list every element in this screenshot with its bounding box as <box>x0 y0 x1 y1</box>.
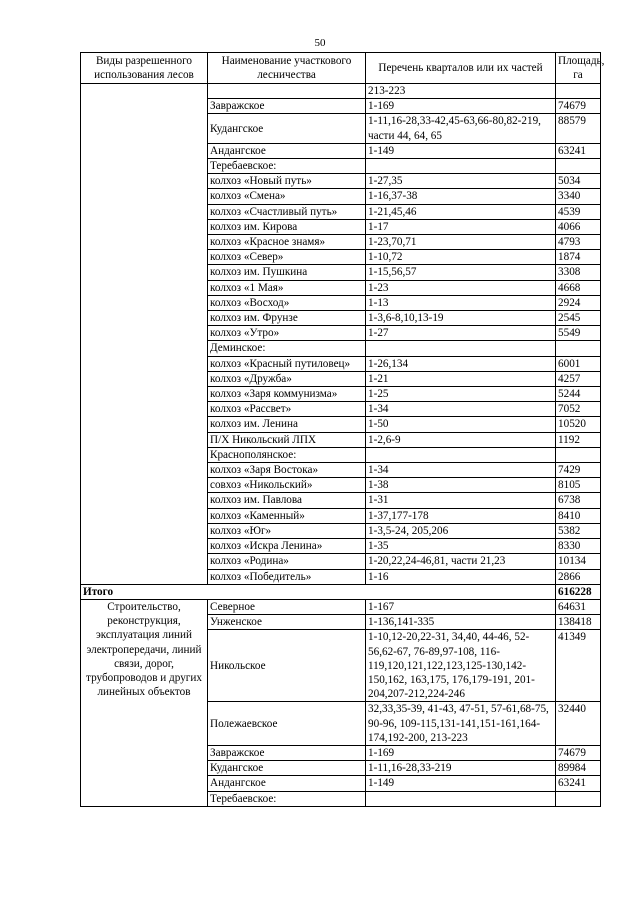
table-header-row <box>81 53 601 84</box>
quarters-cell: 1-37,177-178 <box>366 508 556 523</box>
quarters-cell: 1-23 <box>366 280 556 295</box>
quarters-cell: 1-136,141-335 <box>366 615 556 630</box>
quarters-cell: 1-16,37-38 <box>366 189 556 204</box>
quarters-cell: 1-3,6-8,10,13-19 <box>366 311 556 326</box>
quarters-cell: 32,33,35-39, 41-43, 47-51, 57-61,68-75, 90-96, 109-115,131-141,151-161,164-174,192-200, 213-223 <box>366 702 556 746</box>
quarters-cell: 1-26,134 <box>366 356 556 371</box>
district-cell: Кудангское <box>208 761 366 776</box>
district-cell: колхоз «Счастливый путь» <box>208 204 366 219</box>
district-cell: колхоз «Красный путиловец» <box>208 356 366 371</box>
area-cell: 63241 <box>556 776 601 791</box>
area-cell: 88579 <box>556 114 601 143</box>
quarters-cell: 1-34 <box>366 463 556 478</box>
district-cell: колхоз им. Ленина <box>208 417 366 432</box>
area-cell: 5034 <box>556 174 601 189</box>
quarters-cell <box>366 341 556 356</box>
quarters-cell: 1-11,16-28,33-42,45-63,66-80,82-219, части 44, 64, 65 <box>366 114 556 143</box>
district-cell: колхоз «Дружба» <box>208 371 366 386</box>
area-cell: 4793 <box>556 235 601 250</box>
group1-body <box>81 84 601 585</box>
area-cell: 64631 <box>556 599 601 614</box>
quarters-cell: 1-17 <box>366 219 556 234</box>
district-cell: Андангское <box>208 143 366 158</box>
area-cell: 63241 <box>556 143 601 158</box>
area-cell: 4668 <box>556 280 601 295</box>
quarters-cell: 1-31 <box>366 493 556 508</box>
district-cell: Теребаевское: <box>208 791 366 806</box>
quarters-cell: 1-21 <box>366 371 556 386</box>
district-cell <box>208 84 366 99</box>
district-cell: Северное <box>208 599 366 614</box>
district-cell: колхоз им. Пушкина <box>208 265 366 280</box>
district-cell: Никольское <box>208 630 366 702</box>
quarters-cell: 1-27 <box>366 326 556 341</box>
district-cell: колхоз «Юг» <box>208 523 366 538</box>
area-cell: 89984 <box>556 761 601 776</box>
quarters-cell: 213-223 <box>366 84 556 99</box>
group2-body <box>81 599 601 806</box>
quarters-cell: 1-34 <box>366 402 556 417</box>
district-cell: колхоз «Рассвет» <box>208 402 366 417</box>
quarters-cell: 1-35 <box>366 539 556 554</box>
district-cell: колхоз «Новый путь» <box>208 174 366 189</box>
district-cell: Краснополянское: <box>208 447 366 462</box>
table-row <box>81 84 601 99</box>
area-cell: 2924 <box>556 295 601 310</box>
total-row <box>81 584 601 599</box>
district-cell: Завражское <box>208 99 366 114</box>
forest-use-table <box>80 52 605 807</box>
district-cell: колхоз «Север» <box>208 250 366 265</box>
page-number: 50 <box>314 37 326 49</box>
district-cell: колхоз «Родина» <box>208 554 366 569</box>
district-cell: колхоз «Победитель» <box>208 569 366 584</box>
area-cell: 74679 <box>556 99 601 114</box>
district-cell: совхоз «Никольский» <box>208 478 366 493</box>
area-cell: 8330 <box>556 539 601 554</box>
area-cell: 1874 <box>556 250 601 265</box>
header-district: Наименование участкового лесничества <box>208 53 366 84</box>
area-cell: 74679 <box>556 745 601 760</box>
area-cell: 5549 <box>556 326 601 341</box>
area-cell: 10134 <box>556 554 601 569</box>
district-cell: колхоз «Заря коммунизма» <box>208 387 366 402</box>
area-cell <box>556 447 601 462</box>
area-cell <box>556 84 601 99</box>
quarters-cell: 1-27,35 <box>366 174 556 189</box>
district-cell: колхоз им. Фрунзе <box>208 311 366 326</box>
area-cell: 8105 <box>556 478 601 493</box>
quarters-cell: 1-10,72 <box>366 250 556 265</box>
area-cell: 7429 <box>556 463 601 478</box>
area-cell: 4539 <box>556 204 601 219</box>
quarters-cell: 1-20,22,24-46,81, части 21,23 <box>366 554 556 569</box>
quarters-cell: 1-11,16-28,33-219 <box>366 761 556 776</box>
area-cell: 2545 <box>556 311 601 326</box>
district-cell: колхоз «Восход» <box>208 295 366 310</box>
use-cell: Строительство, реконструкция, эксплуатация линий электропередачи, линий связи, дорог, трубопроводов и других линейных объектов <box>81 599 208 806</box>
quarters-cell: 1-2,6-9 <box>366 432 556 447</box>
header-area: Площадь, га <box>556 53 601 84</box>
quarters-cell: 1-149 <box>366 143 556 158</box>
quarters-cell: 1-10,12-20,22-31, 34,40, 44-46, 52-56,62-67, 76-89,97-108, 116-119,120,121,122,123,125-130,142-150,162, 163,175, 176,179-191, 201-204,207-212,224-246 <box>366 630 556 702</box>
district-cell: Андангское <box>208 776 366 791</box>
area-cell: 138418 <box>556 615 601 630</box>
area-cell: 10520 <box>556 417 601 432</box>
district-cell: Унженское <box>208 615 366 630</box>
quarters-cell: 1-167 <box>366 599 556 614</box>
quarters-cell: 1-169 <box>366 99 556 114</box>
quarters-cell: 1-3,5-24, 205,206 <box>366 523 556 538</box>
total-label: Итого <box>81 584 556 599</box>
quarters-cell: 1-149 <box>366 776 556 791</box>
area-cell: 6001 <box>556 356 601 371</box>
area-cell: 5382 <box>556 523 601 538</box>
quarters-cell: 1-50 <box>366 417 556 432</box>
quarters-cell: 1-21,45,46 <box>366 204 556 219</box>
header-quarters: Перечень кварталов или их частей <box>366 53 556 84</box>
area-cell: 4257 <box>556 371 601 386</box>
district-cell: колхоз «Каменный» <box>208 508 366 523</box>
quarters-cell: 1-169 <box>366 745 556 760</box>
quarters-cell <box>366 791 556 806</box>
district-cell: колхоз им. Кирова <box>208 219 366 234</box>
district-cell: колхоз «Красное знамя» <box>208 235 366 250</box>
area-cell: 1192 <box>556 432 601 447</box>
total-body <box>81 584 601 599</box>
quarters-cell: 1-25 <box>366 387 556 402</box>
district-cell: Завражское <box>208 745 366 760</box>
quarters-cell: 1-16 <box>366 569 556 584</box>
area-cell: 41349 <box>556 630 601 702</box>
area-cell <box>556 159 601 174</box>
district-cell: П/Х Никольский ЛПХ <box>208 432 366 447</box>
district-cell: колхоз «Утро» <box>208 326 366 341</box>
quarters-cell: 1-23,70,71 <box>366 235 556 250</box>
area-cell <box>556 791 601 806</box>
district-cell: Деминское: <box>208 341 366 356</box>
total-area: 616228 <box>556 584 601 599</box>
district-cell: колхоз «1 Мая» <box>208 280 366 295</box>
area-cell: 4066 <box>556 219 601 234</box>
district-cell: колхоз им. Павлова <box>208 493 366 508</box>
header-use: Виды разрешенного использования лесов <box>81 53 208 84</box>
district-cell: Теребаевское: <box>208 159 366 174</box>
area-cell: 6738 <box>556 493 601 508</box>
area-cell: 5244 <box>556 387 601 402</box>
table-row <box>81 599 601 614</box>
quarters-cell <box>366 159 556 174</box>
area-cell: 32440 <box>556 702 601 746</box>
area-cell: 7052 <box>556 402 601 417</box>
area-cell <box>556 341 601 356</box>
district-cell: колхоз «Смена» <box>208 189 366 204</box>
area-cell: 3340 <box>556 189 601 204</box>
quarters-cell: 1-38 <box>366 478 556 493</box>
quarters-cell: 1-13 <box>366 295 556 310</box>
district-cell: колхоз «Заря Востока» <box>208 463 366 478</box>
area-cell: 3308 <box>556 265 601 280</box>
district-cell: Полежаевское <box>208 702 366 746</box>
area-cell: 8410 <box>556 508 601 523</box>
quarters-cell <box>366 447 556 462</box>
area-cell: 2866 <box>556 569 601 584</box>
use-cell <box>81 84 208 585</box>
quarters-cell: 1-15,56,57 <box>366 265 556 280</box>
district-cell: колхоз «Искра Ленина» <box>208 539 366 554</box>
district-cell: Кудангское <box>208 114 366 143</box>
